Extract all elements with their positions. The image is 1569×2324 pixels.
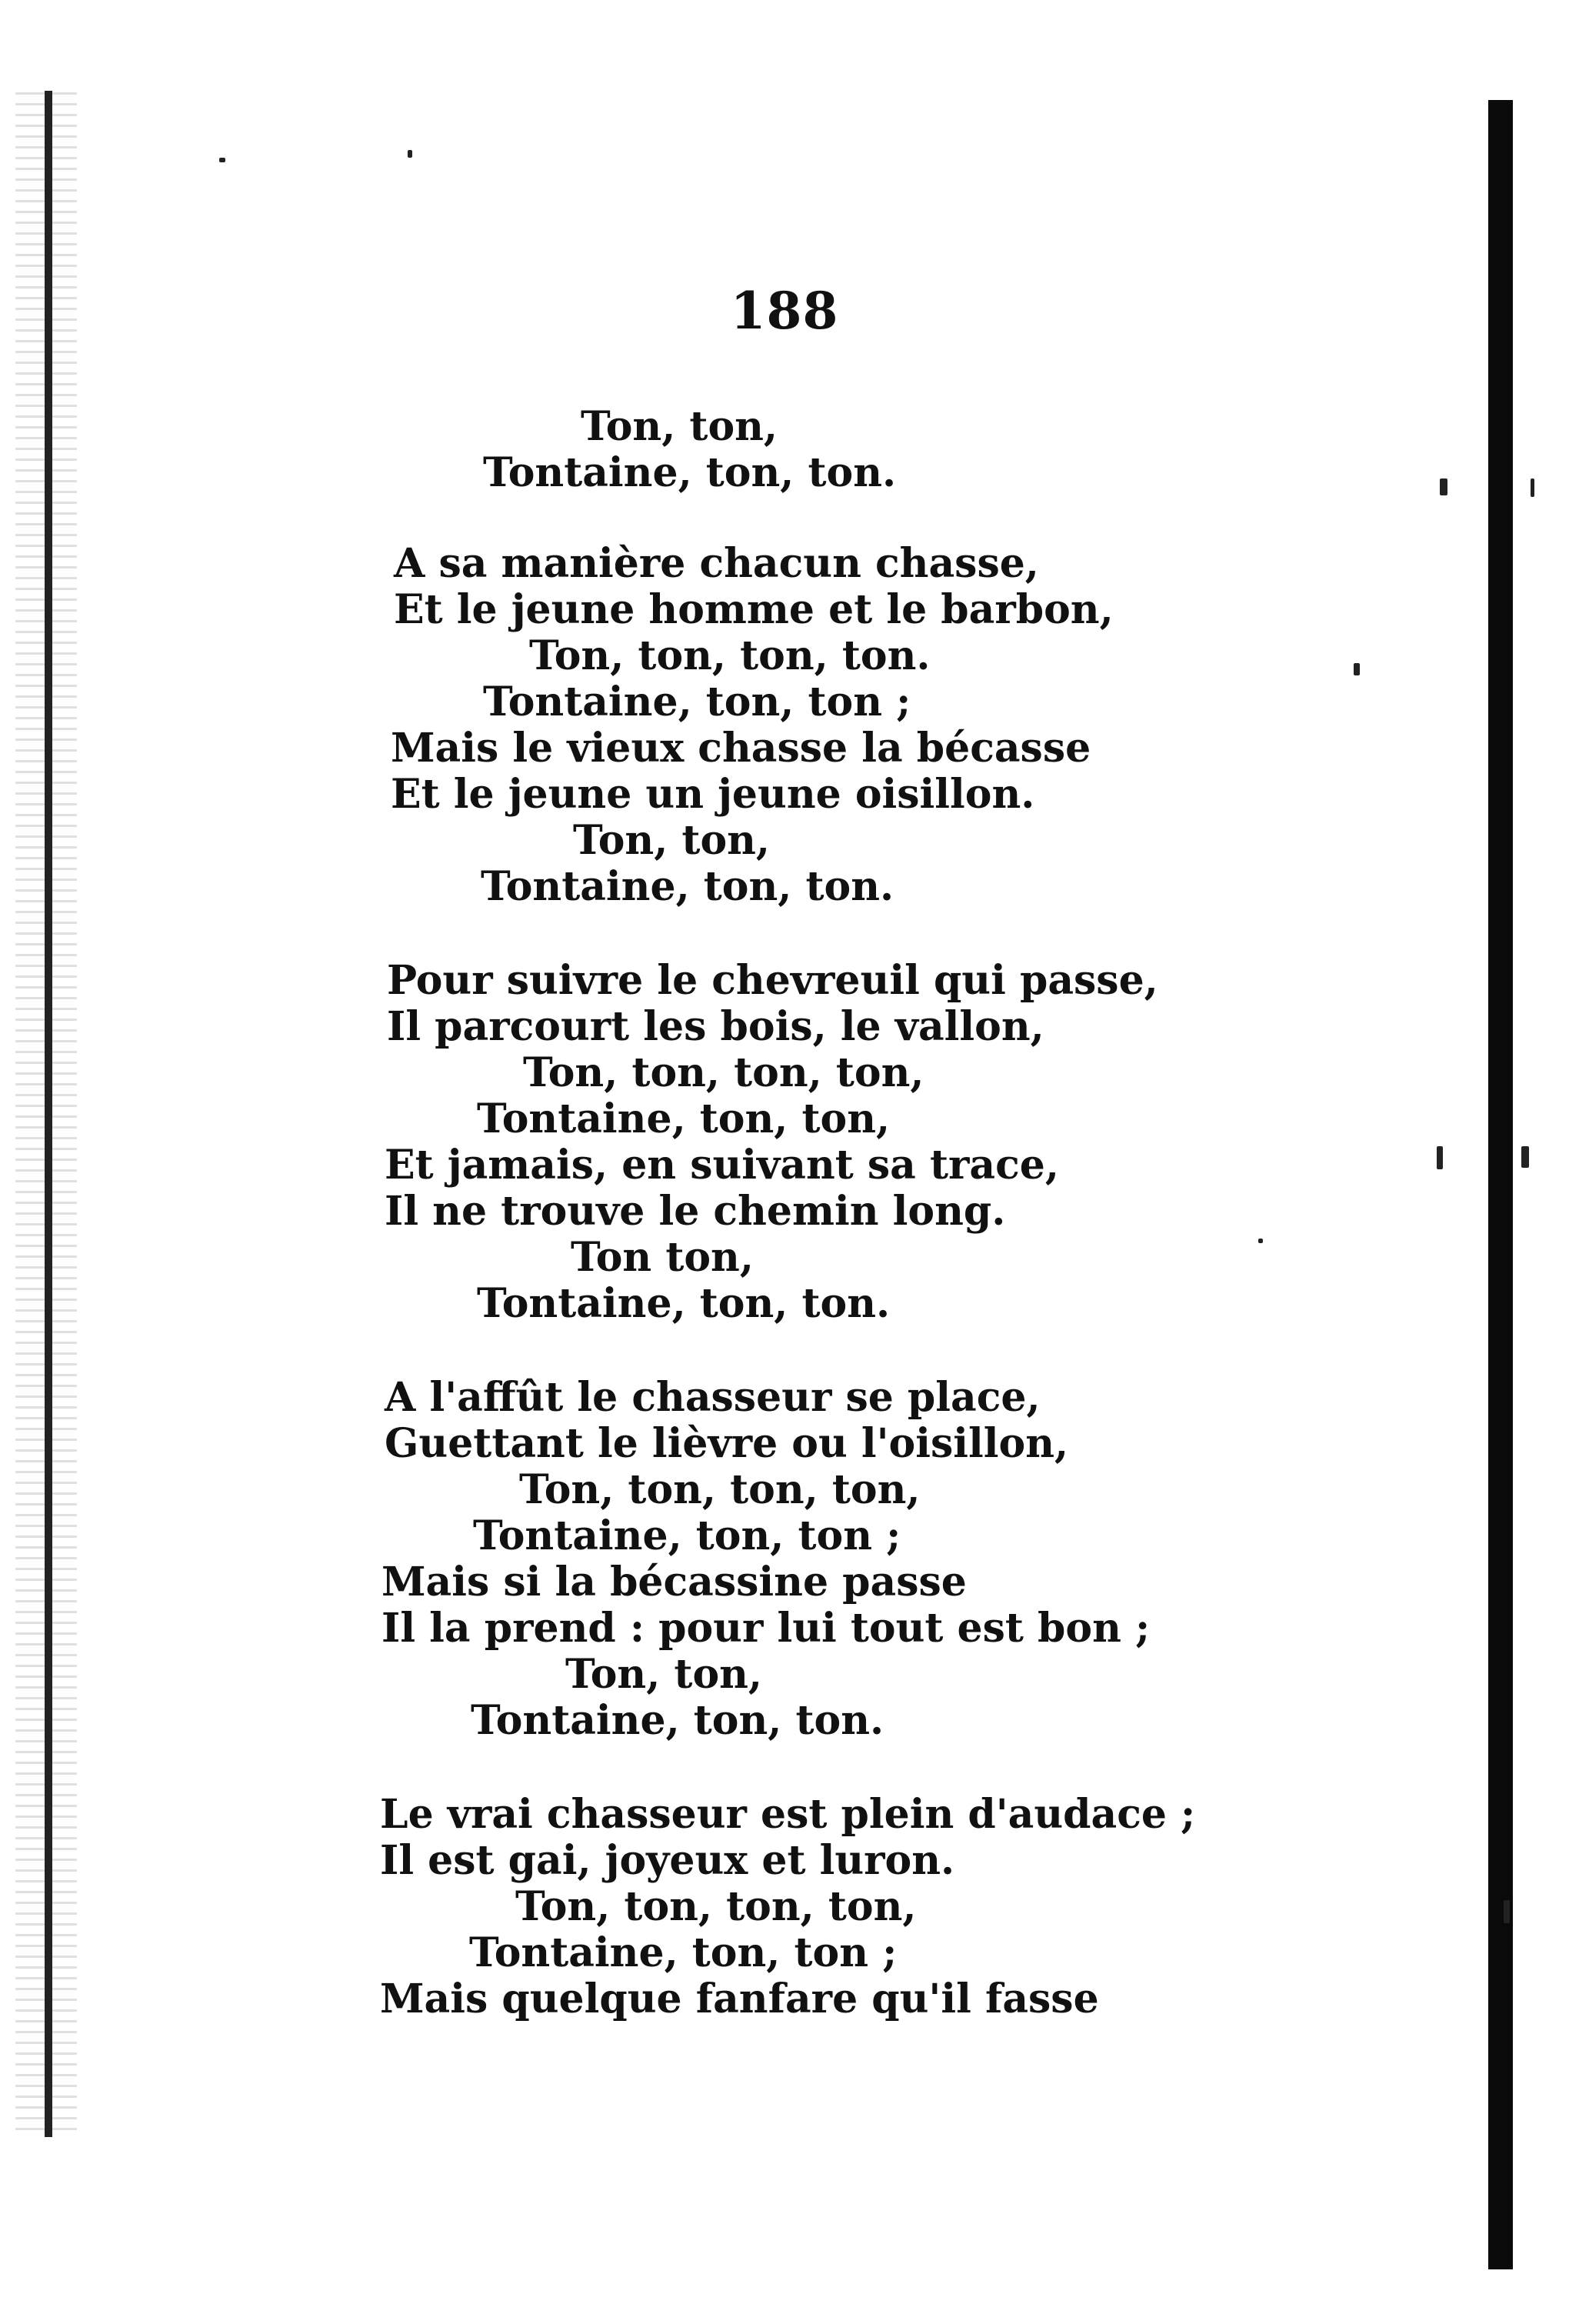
poem-line: Et jamais, en suivant sa trace, [385, 1142, 1059, 1189]
poem-line: Tontaine, ton, ton. [481, 863, 894, 910]
scan-speck [1354, 663, 1360, 675]
scan-speck [1437, 1146, 1443, 1169]
right-page-edge [1488, 100, 1513, 2269]
poem-line: Pour suivre le chevreuil qui passe, [387, 957, 1158, 1004]
left-binding-edge [45, 91, 52, 2137]
poem-line: Ton, ton, ton, ton, [523, 1049, 924, 1096]
poem-line: Mais le vieux chasse la bécasse [391, 725, 1091, 772]
poem-line: Et le jeune un jeune oisillon. [391, 771, 1035, 818]
poem-line: Ton, ton, [581, 403, 778, 450]
poem-line: A sa manière chacun chasse, [394, 540, 1039, 587]
poem-line: Ton, ton, [573, 817, 771, 864]
poem-line: Tontaine, ton, ton. [477, 1280, 891, 1327]
scan-speck [1504, 1900, 1510, 1923]
poem-line: Ton ton, [571, 1234, 754, 1281]
poem-line: Il la prend : pour lui tout est bon ; [381, 1605, 1151, 1652]
poem-line: Tontaine, ton, ton. [471, 1697, 884, 1744]
poem-line: Il est gai, joyeux et luron. [380, 1837, 955, 1884]
scan-speck [1258, 1239, 1263, 1243]
poem-line: Mais quelque fanfare qu'il fasse [380, 1976, 1099, 2022]
poem-line: Tontaine, ton, ton ; [483, 679, 911, 725]
scan-speck [219, 158, 225, 162]
poem-line: Il parcourt les bois, le vallon, [387, 1003, 1044, 1050]
poem-line: Il ne trouve le chemin long. [385, 1188, 1006, 1235]
poem-line: Ton, ton, ton, ton, [515, 1883, 917, 1930]
poem-line: Ton, ton, [565, 1651, 763, 1698]
poem-line: Le vrai chasseur est plein d'audace ; [380, 1791, 1196, 1838]
poem-line: Tontaine, ton, ton ; [469, 1929, 898, 1976]
poem-line: Ton, ton, ton, ton, [519, 1466, 921, 1513]
page-number: 188 [730, 281, 839, 341]
scan-speck [408, 150, 412, 158]
poem-line: A l'affût le chasseur se place, [385, 1374, 1041, 1421]
poem-line: Mais si la bécassine passe [381, 1559, 967, 1605]
poem-line: Ton, ton, ton, ton. [529, 632, 931, 679]
poem-line: Tontaine, ton, ton. [483, 449, 897, 496]
poem-line: Et le jeune homme et le barbon, [394, 586, 1114, 633]
poem-line: Guettant le lièvre ou l'oisillon, [385, 1420, 1069, 1467]
scan-speck [1521, 1146, 1529, 1168]
poem-line: Tontaine, ton, ton, [477, 1095, 891, 1142]
poem-line: Tontaine, ton, ton ; [473, 1512, 901, 1559]
scan-speck [1440, 478, 1447, 495]
scan-speck [1531, 478, 1534, 497]
